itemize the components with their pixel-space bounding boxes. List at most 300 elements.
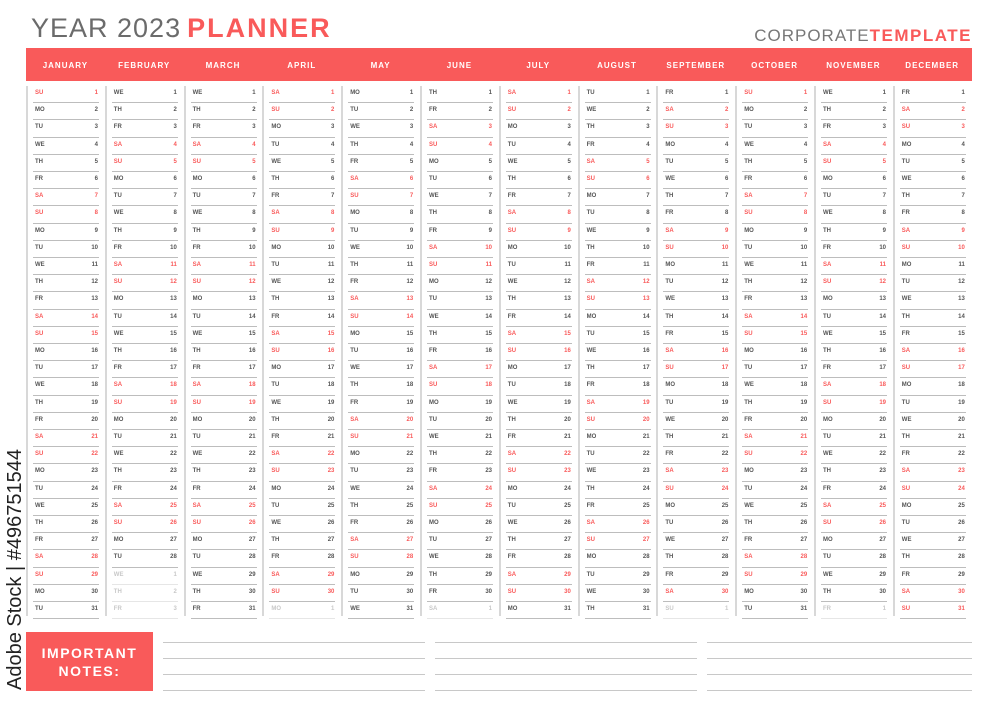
day-row: [900, 224, 966, 241]
notes-line[interactable]: [435, 674, 697, 675]
day-number: 11: [722, 262, 729, 268]
day-row: [585, 499, 651, 516]
month-column-june: [420, 86, 499, 616]
notes-line[interactable]: [707, 674, 972, 675]
weekday-label: SU: [271, 588, 280, 595]
weekday-label: FR: [192, 365, 201, 372]
notes-line[interactable]: [163, 658, 425, 659]
day-row: [821, 602, 887, 619]
day-row: [112, 361, 178, 378]
weekday-label: WE: [665, 537, 676, 544]
day-number: 26: [721, 520, 729, 526]
weekday-label: SA: [35, 554, 44, 561]
day-row: [269, 585, 335, 602]
day-number: 1: [173, 90, 177, 96]
day-number: 5: [252, 158, 256, 165]
weekday-label: SA: [744, 313, 753, 320]
weekday-label: WE: [192, 90, 203, 96]
day-number: 25: [721, 502, 729, 509]
month-name-may: MAY: [370, 61, 391, 70]
day-number: 1: [331, 606, 335, 612]
weekday-label: WE: [823, 451, 833, 458]
day-row: [506, 602, 572, 619]
day-row: [900, 413, 966, 430]
weekday-label: FR: [586, 502, 595, 509]
weekday-label: MO: [823, 537, 833, 544]
weekday-label: TU: [35, 365, 43, 372]
day-number: 25: [958, 502, 965, 509]
weekday-label: FR: [429, 107, 437, 114]
day-number: 14: [879, 313, 886, 320]
day-number: 10: [248, 244, 256, 251]
weekday-label: TU: [665, 520, 674, 526]
weekday-label: FR: [823, 244, 831, 251]
day-number: 30: [406, 588, 414, 595]
day-row: [33, 189, 99, 206]
day-row: [585, 413, 651, 430]
day-row: [427, 344, 493, 361]
weekday-label: SU: [901, 124, 911, 131]
month-header-bar: [26, 48, 972, 81]
day-row: [585, 585, 651, 602]
day-number: 2: [173, 107, 177, 114]
day-number: 2: [252, 107, 256, 114]
weekday-label: FR: [665, 571, 674, 578]
day-row: [191, 258, 257, 275]
day-number: 28: [406, 554, 414, 561]
day-number: 7: [252, 193, 256, 200]
weekday-label: MO: [823, 296, 833, 303]
weekday-label: SU: [35, 210, 44, 217]
day-number: 19: [721, 399, 729, 406]
weekday-label: WE: [744, 141, 754, 148]
day-row: [742, 447, 808, 464]
day-row: [663, 327, 729, 344]
weekday-label: TU: [271, 262, 280, 268]
day-row: [821, 550, 887, 567]
weekday-label: WE: [192, 571, 203, 578]
weekday-label: TU: [35, 606, 43, 612]
weekday-label: FR: [113, 606, 122, 612]
day-row: [742, 138, 808, 155]
day-row: [191, 206, 257, 223]
day-row: [348, 86, 414, 103]
weekday-label: SU: [586, 296, 595, 303]
day-number: 12: [564, 279, 571, 286]
day-row: [112, 413, 178, 430]
day-row: [112, 241, 178, 258]
weekday-label: MO: [901, 382, 912, 389]
weekday-label: SU: [350, 554, 359, 561]
day-row: [427, 396, 493, 413]
weekday-label: WE: [429, 554, 439, 561]
day-number: 11: [800, 262, 808, 268]
day-number: 25: [485, 502, 492, 509]
day-number: 17: [406, 365, 414, 372]
day-row: [348, 258, 414, 275]
notes-line[interactable]: [707, 658, 972, 659]
notes-line[interactable]: [163, 642, 425, 643]
day-number: 7: [961, 193, 965, 200]
weekday-label: TH: [192, 107, 201, 114]
day-number: 21: [406, 434, 414, 440]
weekday-label: WE: [823, 571, 833, 578]
weekday-label: SU: [271, 348, 280, 354]
weekday-label: MO: [271, 485, 282, 492]
day-row: [900, 120, 966, 137]
day-number: 11: [406, 262, 414, 268]
weekday-label: SU: [429, 502, 438, 509]
day-number: 3: [646, 124, 650, 131]
day-row: [585, 430, 651, 447]
day-row: [33, 568, 99, 585]
weekday-label: TH: [744, 399, 753, 406]
day-row: [191, 550, 257, 567]
day-number: 7: [646, 193, 650, 200]
day-row: [663, 172, 729, 189]
weekday-label: SA: [901, 107, 911, 114]
day-row: [663, 224, 729, 241]
weekday-label: SU: [192, 399, 201, 406]
weekday-label: SA: [271, 451, 280, 458]
weekday-label: SU: [507, 588, 517, 595]
day-row: [742, 516, 808, 533]
weekday-label: SA: [113, 262, 123, 268]
day-number: 6: [725, 176, 729, 182]
day-row: [269, 241, 335, 258]
day-row: [663, 447, 729, 464]
weekday-label: SU: [271, 468, 280, 475]
day-row: [427, 172, 493, 189]
day-number: 27: [327, 537, 335, 544]
month-name-july: JULY: [526, 61, 551, 70]
notes-line[interactable]: [707, 690, 972, 691]
weekday-label: TU: [507, 141, 516, 148]
day-number: 5: [725, 158, 729, 165]
day-number: 25: [248, 502, 256, 509]
weekday-label: SU: [823, 399, 832, 406]
day-number: 6: [94, 176, 98, 182]
weekday-label: FR: [744, 537, 753, 544]
weekday-label: TU: [35, 244, 43, 251]
weekday-label: MO: [35, 227, 45, 234]
day-number: 12: [327, 279, 335, 286]
weekday-label: TU: [35, 124, 43, 131]
weekday-label: SA: [113, 502, 123, 509]
weekday-label: FR: [507, 313, 516, 320]
weekday-label: TH: [507, 296, 516, 303]
weekday-label: SU: [665, 485, 674, 492]
weekday-label: WE: [35, 262, 45, 268]
day-row: [506, 482, 572, 499]
day-number: 1: [725, 606, 729, 612]
day-row: [821, 292, 887, 309]
day-row: [191, 103, 257, 120]
weekday-label: SU: [744, 571, 753, 578]
day-number: 20: [800, 416, 808, 423]
day-row: [33, 464, 99, 481]
weekday-label: MO: [350, 90, 360, 96]
day-row: [821, 189, 887, 206]
weekday-label: TU: [823, 313, 831, 320]
day-row: [112, 138, 178, 155]
weekday-label: TH: [350, 262, 359, 268]
day-row: [585, 396, 651, 413]
day-number: 10: [800, 244, 808, 251]
day-row: [348, 361, 414, 378]
weekday-label: SA: [350, 537, 359, 544]
day-row: [663, 585, 729, 602]
day-row: [191, 241, 257, 258]
day-number: 20: [879, 416, 886, 423]
weekday-label: SU: [744, 451, 753, 458]
day-row: [348, 516, 414, 533]
day-number: 2: [961, 107, 965, 114]
day-row: [112, 602, 178, 619]
day-number: 25: [327, 502, 335, 509]
day-number: 26: [170, 520, 177, 526]
weekday-label: MO: [192, 416, 203, 423]
day-number: 9: [882, 227, 886, 234]
day-row: [663, 310, 729, 327]
notes-line[interactable]: [163, 674, 425, 675]
day-number: 18: [642, 382, 650, 389]
day-number: 3: [961, 124, 965, 131]
month-column-august: [578, 86, 657, 616]
day-row: [585, 310, 651, 327]
day-row: [269, 499, 335, 516]
day-row: [506, 189, 572, 206]
weekday-label: FR: [271, 554, 280, 561]
day-number: 6: [646, 176, 650, 182]
day-number: 15: [248, 330, 256, 337]
day-row: [900, 344, 966, 361]
weekday-label: SU: [113, 158, 123, 165]
weekday-label: SA: [507, 571, 517, 578]
notes-line[interactable]: [435, 658, 697, 659]
day-row: [663, 189, 729, 206]
weekday-label: SU: [744, 330, 753, 337]
day-row: [427, 482, 493, 499]
day-row: [269, 258, 335, 275]
weekday-label: SA: [192, 141, 201, 148]
day-row: [112, 310, 178, 327]
weekday-label: SA: [429, 124, 438, 131]
weekday-label: MO: [113, 416, 124, 423]
day-number: 29: [91, 571, 98, 578]
day-row: [742, 310, 808, 327]
day-row: [191, 413, 257, 430]
day-number: 5: [409, 158, 414, 165]
day-row: [585, 206, 651, 223]
weekday-label: TH: [507, 176, 516, 182]
weekday-label: FR: [744, 416, 753, 423]
day-number: 17: [248, 365, 256, 372]
weekday-label: SA: [350, 176, 359, 182]
weekday-label: MO: [113, 537, 124, 544]
day-row: [427, 516, 493, 533]
day-row: [506, 172, 572, 189]
weekday-label: TH: [271, 296, 280, 303]
day-number: 13: [406, 296, 414, 303]
day-number: 20: [406, 416, 414, 423]
day-number: 4: [567, 141, 571, 148]
day-row: [112, 103, 178, 120]
weekday-label: SA: [507, 90, 517, 96]
day-number: 6: [567, 176, 571, 182]
day-number: 30: [91, 588, 98, 595]
subtitle-corporate: CORPORATE: [754, 26, 870, 45]
day-number: 22: [485, 451, 492, 458]
day-number: 23: [642, 468, 650, 475]
day-number: 5: [567, 158, 571, 165]
day-number: 14: [327, 313, 335, 320]
weekday-label: TH: [901, 193, 910, 200]
weekday-label: SU: [586, 416, 595, 423]
day-number: 17: [564, 365, 571, 372]
day-number: 7: [725, 193, 729, 200]
day-row: [33, 138, 99, 155]
day-row: [506, 138, 572, 155]
weekday-label: SA: [665, 588, 674, 595]
day-number: 23: [800, 468, 808, 475]
weekday-label: FR: [507, 434, 516, 440]
weekday-label: TH: [823, 107, 831, 114]
day-row: [900, 464, 966, 481]
day-row: [191, 430, 257, 447]
day-row: [348, 189, 414, 206]
day-number: 8: [488, 210, 492, 217]
day-row: [821, 224, 887, 241]
weekday-label: SU: [901, 606, 911, 612]
weekday-label: SU: [586, 176, 595, 182]
day-number: 3: [409, 124, 414, 131]
month-column-march: [184, 86, 263, 616]
day-row: [585, 533, 651, 550]
day-number: 26: [564, 520, 571, 526]
day-number: 11: [170, 262, 177, 268]
day-number: 23: [170, 468, 177, 475]
notes-line[interactable]: [435, 642, 697, 643]
day-row: [585, 172, 651, 189]
day-number: 13: [642, 296, 650, 303]
day-number: 28: [248, 554, 256, 561]
weekday-label: TU: [586, 90, 595, 96]
day-number: 22: [642, 451, 650, 458]
weekday-label: TH: [350, 382, 359, 389]
weekday-label: TU: [429, 176, 437, 182]
day-number: 19: [642, 399, 650, 406]
day-number: 28: [642, 554, 650, 561]
day-row: [33, 86, 99, 103]
weekday-label: TH: [823, 348, 831, 354]
month-column-january: [26, 86, 105, 616]
day-row: [506, 344, 572, 361]
weekday-label: TH: [901, 434, 910, 440]
day-row: [585, 86, 651, 103]
notes-line[interactable]: [163, 690, 425, 691]
day-number: 27: [800, 537, 808, 544]
weekday-label: SU: [507, 107, 517, 114]
day-number: 8: [646, 210, 650, 217]
day-number: 26: [879, 520, 886, 526]
day-row: [742, 464, 808, 481]
day-number: 26: [642, 520, 650, 526]
weekday-label: WE: [192, 451, 203, 458]
day-row: [821, 361, 887, 378]
day-row: [348, 413, 414, 430]
day-row: [191, 361, 257, 378]
day-number: 23: [406, 468, 414, 475]
day-number: 16: [642, 348, 650, 354]
day-number: 10: [170, 244, 177, 251]
day-row: [112, 292, 178, 309]
day-row: [348, 172, 414, 189]
month-column-october: [735, 86, 814, 616]
day-number: 22: [958, 451, 965, 458]
day-number: 13: [879, 296, 886, 303]
day-number: 18: [91, 382, 98, 389]
weekday-label: WE: [429, 313, 439, 320]
day-number: 3: [725, 124, 729, 131]
day-number: 11: [91, 262, 98, 268]
day-number: 28: [485, 554, 492, 561]
weekday-label: FR: [350, 399, 359, 406]
day-row: [821, 413, 887, 430]
day-number: 16: [170, 348, 177, 354]
day-number: 16: [958, 348, 965, 354]
day-number: 26: [800, 520, 808, 526]
day-row: [506, 378, 572, 395]
day-number: 23: [327, 468, 335, 475]
day-row: [427, 447, 493, 464]
weekday-label: SU: [35, 451, 44, 458]
day-row: [900, 378, 966, 395]
day-number: 14: [800, 313, 808, 320]
weekday-label: TU: [586, 330, 595, 337]
day-row: [821, 464, 887, 481]
day-row: [348, 138, 414, 155]
weekday-label: TH: [823, 227, 831, 234]
day-number: 9: [252, 227, 256, 234]
notes-line[interactable]: [707, 642, 972, 643]
day-row: [427, 155, 493, 172]
day-row: [506, 361, 572, 378]
weekday-label: TU: [744, 606, 753, 612]
day-row: [742, 120, 808, 137]
notes-line[interactable]: [435, 690, 697, 691]
day-number: 5: [94, 158, 98, 165]
weekday-label: TH: [113, 107, 122, 114]
weekday-label: WE: [665, 296, 676, 303]
day-number: 27: [248, 537, 256, 544]
day-number: 24: [91, 485, 98, 492]
weekday-label: MO: [429, 520, 439, 526]
day-number: 3: [882, 124, 886, 131]
weekday-label: MO: [271, 606, 282, 612]
day-row: [821, 241, 887, 258]
weekday-label: MO: [665, 502, 676, 509]
day-row: [663, 206, 729, 223]
weekday-label: WE: [271, 158, 282, 165]
day-number: 19: [564, 399, 571, 406]
weekday-label: TU: [192, 554, 201, 561]
weekday-label: WE: [744, 502, 754, 509]
day-row: [33, 258, 99, 275]
day-row: [191, 86, 257, 103]
day-number: 31: [958, 606, 965, 612]
weekday-label: TU: [744, 124, 753, 131]
